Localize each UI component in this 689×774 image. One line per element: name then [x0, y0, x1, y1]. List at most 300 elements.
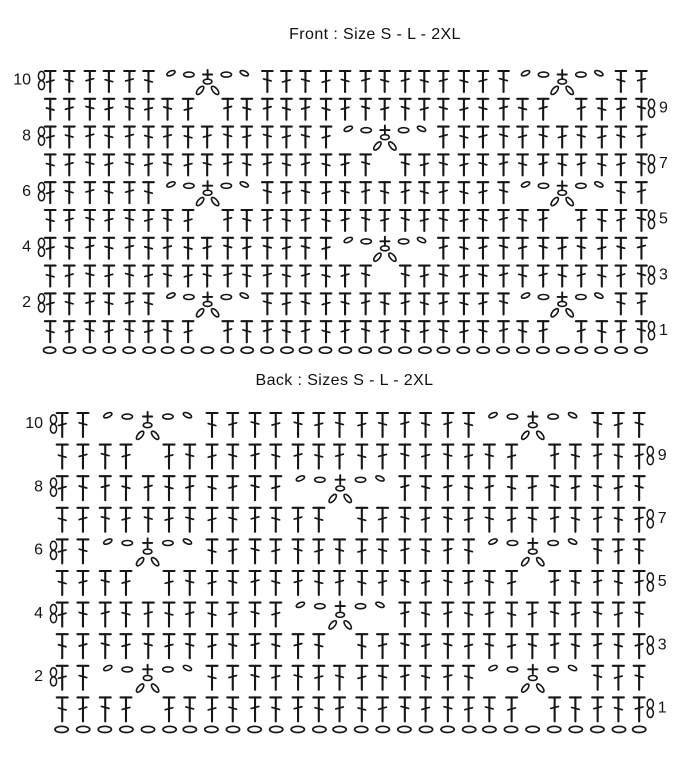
chain-oval-icon — [339, 347, 351, 353]
plus-single-crochet-icon — [203, 70, 212, 79]
t-double-crochet-icon — [498, 238, 509, 259]
t-double-crochet-icon — [506, 571, 517, 595]
t-double-crochet-icon — [419, 266, 430, 287]
t-double-crochet-icon — [281, 238, 292, 259]
t-double-crochet-icon — [360, 71, 371, 92]
t-double-crochet-icon — [616, 210, 627, 231]
back-chart-diagram — [0, 390, 689, 746]
chain-oval-icon — [437, 347, 449, 353]
t-double-crochet-icon — [227, 571, 238, 595]
t-double-crochet-icon — [45, 71, 56, 92]
t-double-crochet-icon — [419, 154, 430, 175]
t-double-crochet-icon — [478, 71, 489, 92]
t-double-crochet-icon — [517, 154, 528, 175]
t-double-crochet-icon — [399, 539, 410, 563]
t-double-crochet-icon — [262, 71, 273, 92]
t-double-crochet-icon — [636, 266, 647, 287]
t-double-crochet-icon — [64, 238, 75, 259]
t-double-crochet-icon — [250, 539, 261, 563]
t-double-crochet-icon — [636, 71, 647, 92]
t-double-crochet-icon — [313, 634, 324, 658]
t-double-crochet-icon — [570, 603, 581, 627]
t-double-crochet-icon — [57, 571, 68, 595]
t-double-crochet-icon — [164, 476, 175, 500]
t-double-crochet-icon — [184, 634, 195, 658]
t-double-crochet-icon — [241, 266, 252, 287]
t-double-crochet-icon — [57, 634, 68, 658]
t-double-crochet-icon — [143, 508, 154, 532]
t-double-crochet-icon — [360, 266, 371, 287]
t-double-crochet-icon — [399, 508, 410, 532]
t-double-crochet-icon — [634, 445, 645, 469]
chain-oval-icon — [291, 726, 304, 732]
t-double-crochet-icon — [597, 127, 608, 148]
t-double-crochet-icon — [634, 508, 645, 532]
chart-row-6 — [34, 538, 645, 567]
t-double-crochet-icon — [400, 154, 411, 175]
t-double-crochet-icon — [207, 697, 218, 721]
t-double-crochet-icon — [613, 413, 624, 437]
t-double-crochet-icon — [592, 603, 603, 627]
chain-oval-icon — [537, 347, 549, 353]
t-double-crochet-icon — [597, 238, 608, 259]
t-double-crochet-icon — [484, 476, 495, 500]
t-double-crochet-icon — [498, 127, 509, 148]
t-double-crochet-icon — [124, 293, 135, 314]
t-double-crochet-icon — [124, 127, 135, 148]
t-double-crochet-icon — [124, 154, 135, 175]
stacked-double-chain-icon — [38, 127, 44, 145]
chart-row-8 — [34, 475, 645, 504]
t-double-crochet-icon — [164, 571, 175, 595]
t-double-crochet-icon — [77, 603, 88, 627]
row-number-label: 2 — [22, 294, 31, 312]
t-double-crochet-icon — [549, 508, 560, 532]
foundation-chain-row — [43, 347, 647, 353]
chart-row-10 — [13, 69, 647, 95]
t-double-crochet-icon — [262, 154, 273, 175]
t-double-crochet-icon — [45, 293, 56, 314]
chart-row-10 — [25, 411, 644, 440]
t-double-crochet-icon — [321, 321, 332, 342]
t-double-crochet-icon — [162, 127, 173, 148]
t-double-crochet-icon — [459, 238, 470, 259]
t-double-crochet-icon — [442, 413, 453, 437]
t-double-crochet-icon — [120, 571, 131, 595]
chain-oval-icon — [497, 347, 509, 353]
chain-oval-icon — [333, 726, 346, 732]
stacked-double-chain-icon — [50, 415, 56, 433]
t-double-crochet-icon — [293, 697, 304, 721]
chain-arch-shell-motif — [166, 292, 249, 318]
t-double-crochet-icon — [616, 127, 627, 148]
t-double-crochet-icon — [592, 666, 603, 690]
t-double-crochet-icon — [459, 266, 470, 287]
t-double-crochet-icon — [164, 445, 175, 469]
chain-arch-shell-motif — [488, 411, 577, 440]
t-double-crochet-icon — [250, 508, 261, 532]
t-double-crochet-icon — [45, 127, 56, 148]
t-double-crochet-icon — [634, 697, 645, 721]
t-double-crochet-icon — [459, 99, 470, 120]
chain-oval-icon — [635, 347, 647, 353]
t-double-crochet-icon — [517, 210, 528, 231]
t-double-crochet-icon — [459, 293, 470, 314]
t-double-crochet-icon — [438, 71, 449, 92]
t-double-crochet-icon — [77, 508, 88, 532]
t-double-crochet-icon — [202, 238, 213, 259]
chain-arch-shell-motif — [296, 475, 385, 504]
front-chart-diagram — [0, 52, 689, 366]
stacked-double-chain-icon — [38, 294, 44, 312]
t-double-crochet-icon — [459, 154, 470, 175]
t-double-crochet-icon — [227, 445, 238, 469]
t-double-crochet-icon — [184, 697, 195, 721]
chain-oval-icon — [595, 347, 607, 353]
t-double-crochet-icon — [300, 182, 311, 203]
t-double-crochet-icon — [85, 266, 96, 287]
t-double-crochet-icon — [143, 603, 154, 627]
t-double-crochet-icon — [57, 476, 68, 500]
t-double-crochet-icon — [340, 210, 351, 231]
t-double-crochet-icon — [321, 210, 332, 231]
t-double-crochet-icon — [506, 508, 517, 532]
t-double-crochet-icon — [300, 293, 311, 314]
t-double-crochet-icon — [613, 571, 624, 595]
t-double-crochet-icon — [478, 127, 489, 148]
t-double-crochet-icon — [636, 293, 647, 314]
t-double-crochet-icon — [484, 697, 495, 721]
t-double-crochet-icon — [207, 666, 218, 690]
plus-single-crochet-icon — [336, 475, 345, 484]
t-double-crochet-icon — [227, 697, 238, 721]
t-double-crochet-icon — [104, 210, 115, 231]
t-double-crochet-icon — [250, 697, 261, 721]
t-double-crochet-icon — [498, 71, 509, 92]
t-double-crochet-icon — [85, 321, 96, 342]
t-double-crochet-icon — [399, 445, 410, 469]
chain-arch-shell-motif — [343, 236, 426, 262]
t-double-crochet-icon — [222, 266, 233, 287]
chain-arch-shell-motif — [166, 69, 249, 95]
chain-oval-icon — [221, 347, 233, 353]
t-double-crochet-icon — [104, 293, 115, 314]
chain-oval-icon — [457, 347, 469, 353]
t-double-crochet-icon — [57, 413, 68, 437]
t-double-crochet-icon — [484, 571, 495, 595]
t-double-crochet-icon — [400, 99, 411, 120]
t-double-crochet-icon — [463, 445, 474, 469]
chain-arch-shell-motif — [166, 181, 249, 207]
t-double-crochet-icon — [506, 476, 517, 500]
t-double-crochet-icon — [241, 210, 252, 231]
stacked-double-chain-icon — [648, 266, 654, 284]
t-double-crochet-icon — [334, 413, 345, 437]
t-double-crochet-icon — [360, 293, 371, 314]
t-double-crochet-icon — [270, 697, 281, 721]
t-double-crochet-icon — [459, 210, 470, 231]
t-double-crochet-icon — [636, 238, 647, 259]
t-double-crochet-icon — [399, 697, 410, 721]
t-double-crochet-icon — [377, 508, 388, 532]
t-double-crochet-icon — [334, 445, 345, 469]
t-double-crochet-icon — [124, 266, 135, 287]
stacked-double-chain-icon — [648, 155, 654, 173]
t-double-crochet-icon — [557, 154, 568, 175]
t-double-crochet-icon — [183, 266, 194, 287]
t-double-crochet-icon — [334, 666, 345, 690]
t-double-crochet-icon — [104, 266, 115, 287]
chain-oval-icon — [504, 726, 517, 732]
t-double-crochet-icon — [321, 154, 332, 175]
t-double-crochet-icon — [399, 666, 410, 690]
t-double-crochet-icon — [438, 154, 449, 175]
t-double-crochet-icon — [183, 321, 194, 342]
t-double-crochet-icon — [459, 71, 470, 92]
t-double-crochet-icon — [616, 154, 627, 175]
t-double-crochet-icon — [77, 634, 88, 658]
t-double-crochet-icon — [281, 154, 292, 175]
chain-oval-icon — [575, 347, 587, 353]
t-double-crochet-icon — [124, 238, 135, 259]
t-double-crochet-icon — [104, 99, 115, 120]
chain-oval-icon — [419, 726, 432, 732]
t-double-crochet-icon — [77, 571, 88, 595]
chain-oval-icon — [313, 726, 326, 732]
t-double-crochet-icon — [360, 321, 371, 342]
back-chart-title: Back : Sizes S - L - 2XL — [255, 372, 434, 389]
t-double-crochet-icon — [57, 445, 68, 469]
chain-arch-shell-motif — [521, 69, 604, 95]
t-double-crochet-icon — [184, 476, 195, 500]
t-double-crochet-icon — [399, 413, 410, 437]
t-double-crochet-icon — [576, 154, 587, 175]
t-double-crochet-icon — [100, 603, 111, 627]
chain-oval-icon — [355, 726, 368, 732]
t-double-crochet-icon — [100, 508, 111, 532]
chain-oval-icon — [359, 347, 371, 353]
t-double-crochet-icon — [597, 154, 608, 175]
t-double-crochet-icon — [463, 539, 474, 563]
t-double-crochet-icon — [207, 508, 218, 532]
t-double-crochet-icon — [64, 210, 75, 231]
row-number-label: 8 — [22, 127, 31, 145]
t-double-crochet-icon — [442, 697, 453, 721]
t-double-crochet-icon — [442, 571, 453, 595]
t-double-crochet-icon — [463, 476, 474, 500]
t-double-crochet-icon — [420, 697, 431, 721]
chain-oval-icon — [241, 347, 253, 353]
chain-arch-shell-motif — [488, 538, 577, 567]
chain-oval-icon — [270, 726, 283, 732]
t-double-crochet-icon — [207, 445, 218, 469]
row-number-label: 6 — [34, 541, 43, 559]
t-double-crochet-icon — [143, 321, 154, 342]
t-double-crochet-icon — [241, 154, 252, 175]
row-number-label: 7 — [659, 155, 668, 173]
stacked-double-chain-icon — [647, 699, 653, 717]
t-double-crochet-icon — [85, 71, 96, 92]
chart-row-3 — [45, 266, 668, 287]
chain-arch-shell-motif — [343, 125, 426, 151]
t-double-crochet-icon — [636, 321, 647, 342]
chain-oval-icon — [120, 726, 133, 732]
t-double-crochet-icon — [570, 634, 581, 658]
t-double-crochet-icon — [270, 539, 281, 563]
t-double-crochet-icon — [100, 571, 111, 595]
plus-single-crochet-icon — [380, 237, 389, 246]
t-double-crochet-icon — [207, 603, 218, 627]
chart-row-4 — [22, 236, 647, 262]
t-double-crochet-icon — [293, 508, 304, 532]
chain-oval-icon — [441, 726, 454, 732]
t-double-crochet-icon — [613, 603, 624, 627]
t-double-crochet-icon — [164, 697, 175, 721]
t-double-crochet-icon — [549, 697, 560, 721]
t-double-crochet-icon — [400, 266, 411, 287]
t-double-crochet-icon — [399, 603, 410, 627]
t-double-crochet-icon — [164, 508, 175, 532]
t-double-crochet-icon — [399, 571, 410, 595]
t-double-crochet-icon — [281, 210, 292, 231]
t-double-crochet-icon — [419, 71, 430, 92]
plus-single-crochet-icon — [143, 412, 152, 421]
t-double-crochet-icon — [281, 266, 292, 287]
t-double-crochet-icon — [164, 634, 175, 658]
t-double-crochet-icon — [463, 634, 474, 658]
chain-arch-shell-motif — [103, 664, 192, 693]
t-double-crochet-icon — [85, 238, 96, 259]
t-double-crochet-icon — [549, 634, 560, 658]
t-double-crochet-icon — [222, 154, 233, 175]
t-double-crochet-icon — [85, 210, 96, 231]
t-double-crochet-icon — [438, 182, 449, 203]
t-double-crochet-icon — [356, 571, 367, 595]
t-double-crochet-icon — [241, 127, 252, 148]
t-double-crochet-icon — [538, 266, 549, 287]
t-double-crochet-icon — [616, 99, 627, 120]
t-double-crochet-icon — [262, 127, 273, 148]
chain-oval-icon — [379, 347, 391, 353]
t-double-crochet-icon — [379, 99, 390, 120]
t-double-crochet-icon — [270, 508, 281, 532]
t-double-crochet-icon — [360, 210, 371, 231]
chain-oval-icon — [248, 726, 261, 732]
t-double-crochet-icon — [262, 266, 273, 287]
row-number-label: 4 — [34, 604, 43, 622]
chain-oval-icon — [526, 726, 539, 732]
t-double-crochet-icon — [313, 539, 324, 563]
t-double-crochet-icon — [45, 154, 56, 175]
t-double-crochet-icon — [162, 210, 173, 231]
stacked-double-chain-icon — [648, 322, 654, 340]
chain-oval-icon — [398, 726, 411, 732]
t-double-crochet-icon — [262, 99, 273, 120]
t-double-crochet-icon — [300, 238, 311, 259]
row-number-label: 5 — [659, 210, 668, 228]
t-double-crochet-icon — [281, 182, 292, 203]
stacked-double-chain-icon — [648, 210, 654, 228]
t-double-crochet-icon — [463, 413, 474, 437]
t-double-crochet-icon — [313, 413, 324, 437]
chart-row-7 — [57, 508, 667, 532]
t-double-crochet-icon — [104, 154, 115, 175]
t-double-crochet-icon — [636, 99, 647, 120]
t-double-crochet-icon — [300, 321, 311, 342]
t-double-crochet-icon — [281, 127, 292, 148]
t-double-crochet-icon — [45, 238, 56, 259]
t-double-crochet-icon — [463, 697, 474, 721]
stacked-double-chain-icon — [38, 183, 44, 201]
t-double-crochet-icon — [45, 99, 56, 120]
chain-arch-shell-motif — [103, 538, 192, 567]
t-double-crochet-icon — [557, 127, 568, 148]
t-double-crochet-icon — [576, 321, 587, 342]
t-double-crochet-icon — [636, 127, 647, 148]
t-double-crochet-icon — [438, 127, 449, 148]
t-double-crochet-icon — [538, 238, 549, 259]
t-double-crochet-icon — [597, 321, 608, 342]
t-double-crochet-icon — [293, 413, 304, 437]
t-double-crochet-icon — [183, 210, 194, 231]
t-double-crochet-icon — [222, 321, 233, 342]
row-number-label: 4 — [22, 238, 31, 256]
t-double-crochet-icon — [100, 445, 111, 469]
t-double-crochet-icon — [613, 697, 624, 721]
t-double-crochet-icon — [143, 266, 154, 287]
t-double-crochet-icon — [538, 99, 549, 120]
t-double-crochet-icon — [538, 210, 549, 231]
t-double-crochet-icon — [634, 666, 645, 690]
chain-oval-icon — [548, 726, 561, 732]
t-double-crochet-icon — [313, 508, 324, 532]
t-double-crochet-icon — [400, 293, 411, 314]
t-double-crochet-icon — [281, 293, 292, 314]
chain-oval-icon — [399, 347, 411, 353]
t-double-crochet-icon — [250, 666, 261, 690]
t-double-crochet-icon — [162, 238, 173, 259]
t-double-crochet-icon — [463, 508, 474, 532]
t-double-crochet-icon — [478, 99, 489, 120]
t-double-crochet-icon — [250, 413, 261, 437]
t-double-crochet-icon — [592, 634, 603, 658]
chain-oval-icon — [633, 726, 646, 732]
t-double-crochet-icon — [498, 266, 509, 287]
t-double-crochet-icon — [334, 571, 345, 595]
t-double-crochet-icon — [400, 182, 411, 203]
t-double-crochet-icon — [64, 154, 75, 175]
t-double-crochet-icon — [377, 666, 388, 690]
t-double-crochet-icon — [64, 293, 75, 314]
chain-oval-icon — [83, 347, 95, 353]
stacked-double-chain-icon — [38, 238, 44, 256]
t-double-crochet-icon — [300, 71, 311, 92]
chain-oval-icon — [517, 347, 529, 353]
t-double-crochet-icon — [498, 321, 509, 342]
t-double-crochet-icon — [85, 182, 96, 203]
t-double-crochet-icon — [549, 476, 560, 500]
t-double-crochet-icon — [506, 603, 517, 627]
t-double-crochet-icon — [313, 666, 324, 690]
chain-oval-icon — [226, 726, 239, 732]
plus-single-crochet-icon — [143, 665, 152, 674]
t-double-crochet-icon — [162, 321, 173, 342]
t-double-crochet-icon — [420, 571, 431, 595]
t-double-crochet-icon — [517, 321, 528, 342]
t-double-crochet-icon — [321, 127, 332, 148]
plus-single-crochet-icon — [528, 412, 537, 421]
t-double-crochet-icon — [293, 634, 304, 658]
